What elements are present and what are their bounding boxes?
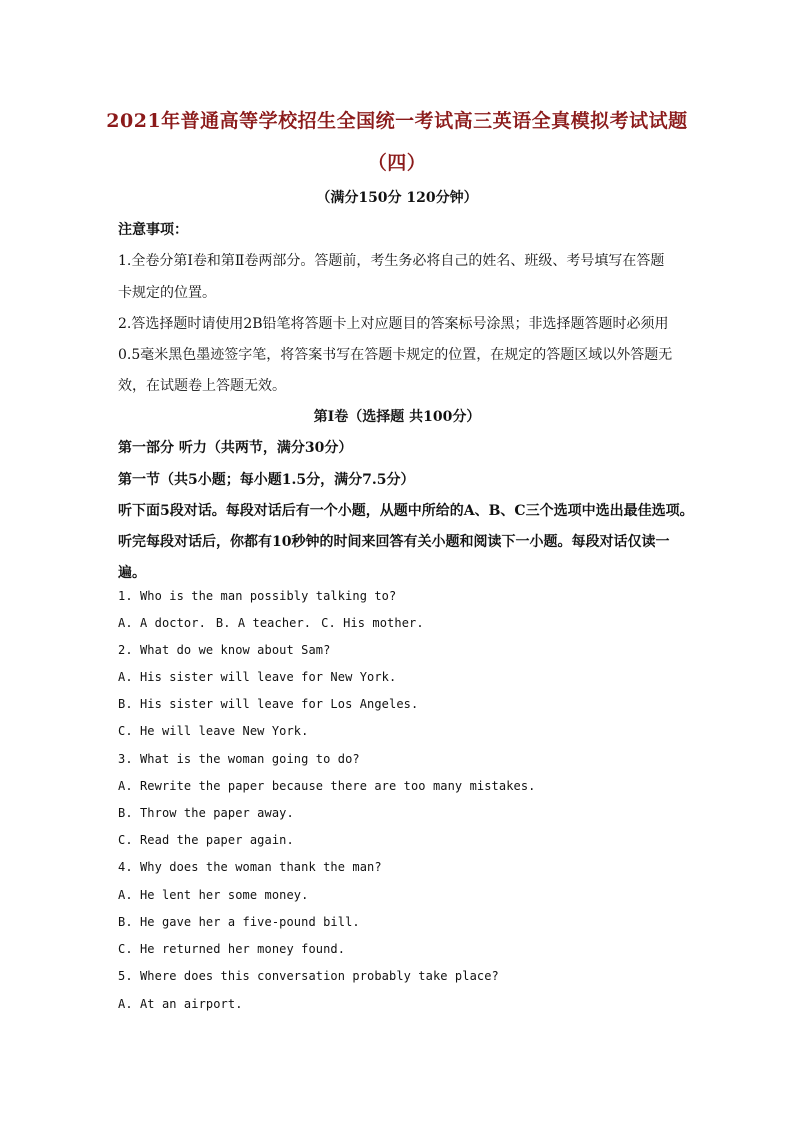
question-4-option-a: A. He lent her some money. bbox=[118, 888, 309, 902]
notes-item-2-line-2: 0.5毫米黑色墨迹签字笔，将答案书写在答题卡规定的位置，在规定的答题区域以外答题无 bbox=[118, 347, 673, 363]
instructions-line-3: 遍。 bbox=[118, 565, 146, 581]
question-5: 5. Where does this conversation probably take place? bbox=[118, 969, 499, 983]
question-1-options bbox=[118, 616, 424, 630]
question-1: 1. Who is the man possibly talking to? bbox=[118, 589, 397, 603]
question-2-option-b: B. His sister will leave for Los Angeles. bbox=[118, 697, 419, 711]
notes-item-1-line-1: 1.全卷分第Ⅰ卷和第Ⅱ卷两部分。答题前，考生务必将自己的姓名、班级、考号填写在答题 bbox=[118, 253, 665, 269]
question-3: 3. What is the woman going to do? bbox=[118, 752, 360, 766]
question-4: 4. Why does the woman thank the man? bbox=[118, 860, 382, 874]
notes-item-2-line-3: 效，在试题卷上答题无效。 bbox=[118, 378, 286, 394]
notes-heading: 注意事项： bbox=[118, 222, 188, 238]
question-4-option-b: B. He gave her a five-pound bill. bbox=[118, 915, 360, 929]
section-1-title: 第一节（共5小题；每小题1.5分，满分7.5分） bbox=[118, 472, 415, 488]
question-2-option-c: C. He will leave New York. bbox=[118, 724, 309, 738]
exam-title-number: （四） bbox=[367, 152, 427, 174]
instructions-line-2: 听完每段对话后，你都有10秒钟的时间来回答有关小题和阅读下一小题。每段对话仅读一 bbox=[118, 534, 670, 550]
exam-title: 2021年普通高等学校招生全国统一考试高三英语全真模拟考试试题 bbox=[106, 110, 688, 132]
question-3-option-a: A. Rewrite the paper because there are too many mistakes. bbox=[118, 779, 536, 793]
question-1-option-a: A. A doctor. bbox=[118, 616, 206, 630]
instructions-line-1: 听下面5段对话。每段对话后有一个小题，从题中所给的A、B、C三个选项中选出最佳选项。 bbox=[118, 503, 694, 519]
question-5-option-a: A. At an airport. bbox=[118, 997, 243, 1011]
question-3-option-c: C. Read the paper again. bbox=[118, 833, 294, 847]
question-1-option-b: B. A teacher. bbox=[215, 616, 312, 630]
question-2: 2. What do we know about Sam? bbox=[118, 643, 331, 657]
question-1-option-c: C. His mother. bbox=[321, 616, 424, 630]
volume-title: 第Ⅰ卷（选择题 共100分） bbox=[313, 409, 481, 425]
question-2-option-a: A. His sister will leave for New York. bbox=[118, 670, 397, 684]
question-3-option-b: B. Throw the paper away. bbox=[118, 806, 294, 820]
notes-item-1-line-2: 卡规定的位置。 bbox=[118, 285, 216, 301]
notes-item-2-line-1: 2.答选择题时请使用2B铅笔将答题卡上对应题目的答案标号涂黑；非选择题答题时必须用 bbox=[118, 316, 669, 332]
part-1-title: 第一部分 听力（共两节，满分30分） bbox=[118, 440, 353, 456]
question-4-option-c: C. He returned her money found. bbox=[118, 942, 346, 956]
exam-score-time: （满分150分 120分钟） bbox=[316, 190, 478, 206]
